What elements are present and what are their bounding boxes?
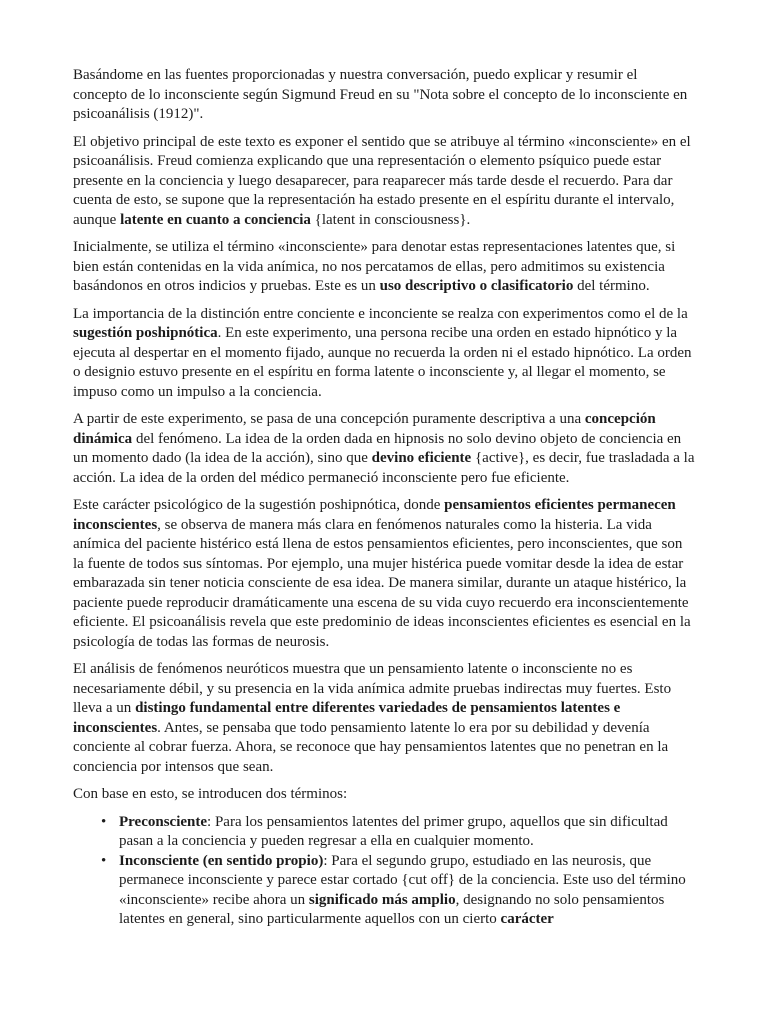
paragraph-neurotic-analysis — [73, 660, 695, 777]
paragraph-posthypnotic — [73, 305, 695, 403]
paragraph-intro — [73, 66, 695, 125]
text-run: . Antes, se pensaba que todo pensamiento latente lo era por su debilidad y devenía conciente al cobrar fuerza. Ahora, se reconoce que hay pensamientos latentes que no penetran en la conciencia por intensos que sean. — [73, 719, 669, 775]
bold-term: uso descriptivo o clasificatorio — [379, 278, 574, 294]
list-item-preconsciente — [73, 813, 695, 852]
text-run: {latent in consciousness}. — [310, 211, 471, 228]
paragraph-hysteria — [73, 496, 695, 652]
text-run: Basándome en las fuentes proporcionadas y nuestra conversación, puedo explicar y resumir el concepto de lo inconsciente según Sigmund Freud en su "Nota sobre el concepto de lo inconsciente en psicoanálisis (1912)". — [73, 67, 688, 122]
text-run: A partir de este experimento, se pasa de una concepción puramente descriptiva a una — [73, 411, 585, 427]
bold-term: concepción dinámica — [73, 411, 656, 447]
bullet-icon: • — [101, 852, 107, 869]
bold-term: distingo fundamental entre diferentes variedades de pensamientos latentes e inconscientes — [73, 700, 621, 736]
list-item-inconsciente — [73, 852, 695, 930]
bold-term: latente en cuanto a conciencia — [120, 211, 311, 228]
text-run: Inicialmente, se utiliza el término «inconsciente» para denotar estas representaciones latentes que, si bien están contenidas en la vida anímica, no nos percatamos de ellas, pero admitimos su existencia basándonos en otros indicios y pruebas. Este es un — [73, 239, 676, 294]
bold-term: pensamientos eficientes permanecen inconscientes — [73, 497, 676, 533]
text-run: Este carácter psicológico de la sugestión poshipnótica, donde — [73, 497, 445, 513]
bold-term: significado más amplio — [308, 891, 456, 908]
paragraph-descriptive-use — [73, 238, 695, 297]
document-body — [73, 66, 695, 930]
bold-term: devino eficiente — [371, 450, 472, 466]
text-run: : Para los pensamientos latentes del primer grupo, aquellos que sin dificultad pasan a la conciencia y pueden regresar a ella en cualquier momento. — [119, 813, 668, 849]
text-run: El análisis de fenómenos neuróticos muestra que un pensamiento latente o inconsciente no es necesariamente débil, y su presencia en la vida anímica admite pruebas indirectas muy fuertes. Esto lleva a un — [73, 661, 672, 716]
text-run: del término. — [573, 278, 650, 294]
terms-list — [73, 813, 695, 930]
text-run: El objetivo principal de este texto es exponer el sentido que se atribuye al término «inconsciente» en el psicoanálisis. Freud comienza explicando que una representación o elemento psíquico puede estar presente en la conciencia y luego desaparecer, para reaparecer más tarde desde el recuerdo. Para dar cuenta de esto, se supone que la representación ha estado presente en el espíritu durante el intervalo, aunque — [73, 133, 691, 228]
bold-term: Preconsciente — [119, 813, 208, 830]
bullet-icon: • — [101, 813, 107, 830]
text-run: , se observa de manera más clara en fenómenos naturales como la histeria. La vida anímica del paciente histérico está llena de estos pensamientos eficientes, pero inconscientes, que son la fuente de todos sus síntomas. Por ejemplo, una mujer histérica puede vomitar desde la idea de estar embarazada sin tener noticia consciente de esa idea. De manera similar, durante un ataque histérico, la paciente puede reproducir dramáticamente una escena de su vida cuyo recuerdo era inconscientemente eficiente. El psicoanálisis revela que este predominio de ideas inconscientes eficientes es esencial en la psicología de todas las formas de neurosis. — [73, 516, 691, 650]
text-run: : Para el segundo grupo, estudiado en las neurosis, que permanece inconsciente y parece estar cortado {cut off} de la conciencia. Este uso del término «inconsciente» recibe ahora un — [119, 852, 686, 908]
text-run: . En este experimento, una persona recibe una orden en estado hipnótico y la ejecuta al despertar en el momento fijado, aunque no recuerda la orden ni el estado hipnótico. La orden o designio estuvo presente en el espíritu en forma latente o inconsciente y, al llegar el momento, se impuso como un impulso a la conciencia. — [73, 325, 692, 400]
text-run: del fenómeno. La idea de la orden dada en hipnosis no solo devino objeto de conciencia en un momento dado (la idea de la acción), sino que — [73, 430, 682, 466]
paragraph-dynamic — [73, 410, 695, 488]
paragraph-objective — [73, 133, 695, 231]
text-run: La importancia de la distinción entre conciente e inconciente se realza con experimentos como el de la — [73, 305, 688, 322]
text-run: Con base en esto, se introducen dos términos: — [73, 786, 348, 802]
text-run: , designando no solo pensamientos latentes en general, sino particularmente aquellos con un cierto — [119, 891, 665, 927]
bold-term: carácter — [500, 911, 554, 927]
paragraph-terms-intro — [73, 785, 695, 805]
bold-term: Inconsciente (en sentido propio) — [119, 852, 324, 869]
text-run: {active}, es decir, fue trasladada a la acción. La idea de la orden del médico permaneció inconsciente pero fue eficiente. — [73, 450, 695, 486]
bold-term: sugestión poshipnótica — [73, 325, 218, 341]
